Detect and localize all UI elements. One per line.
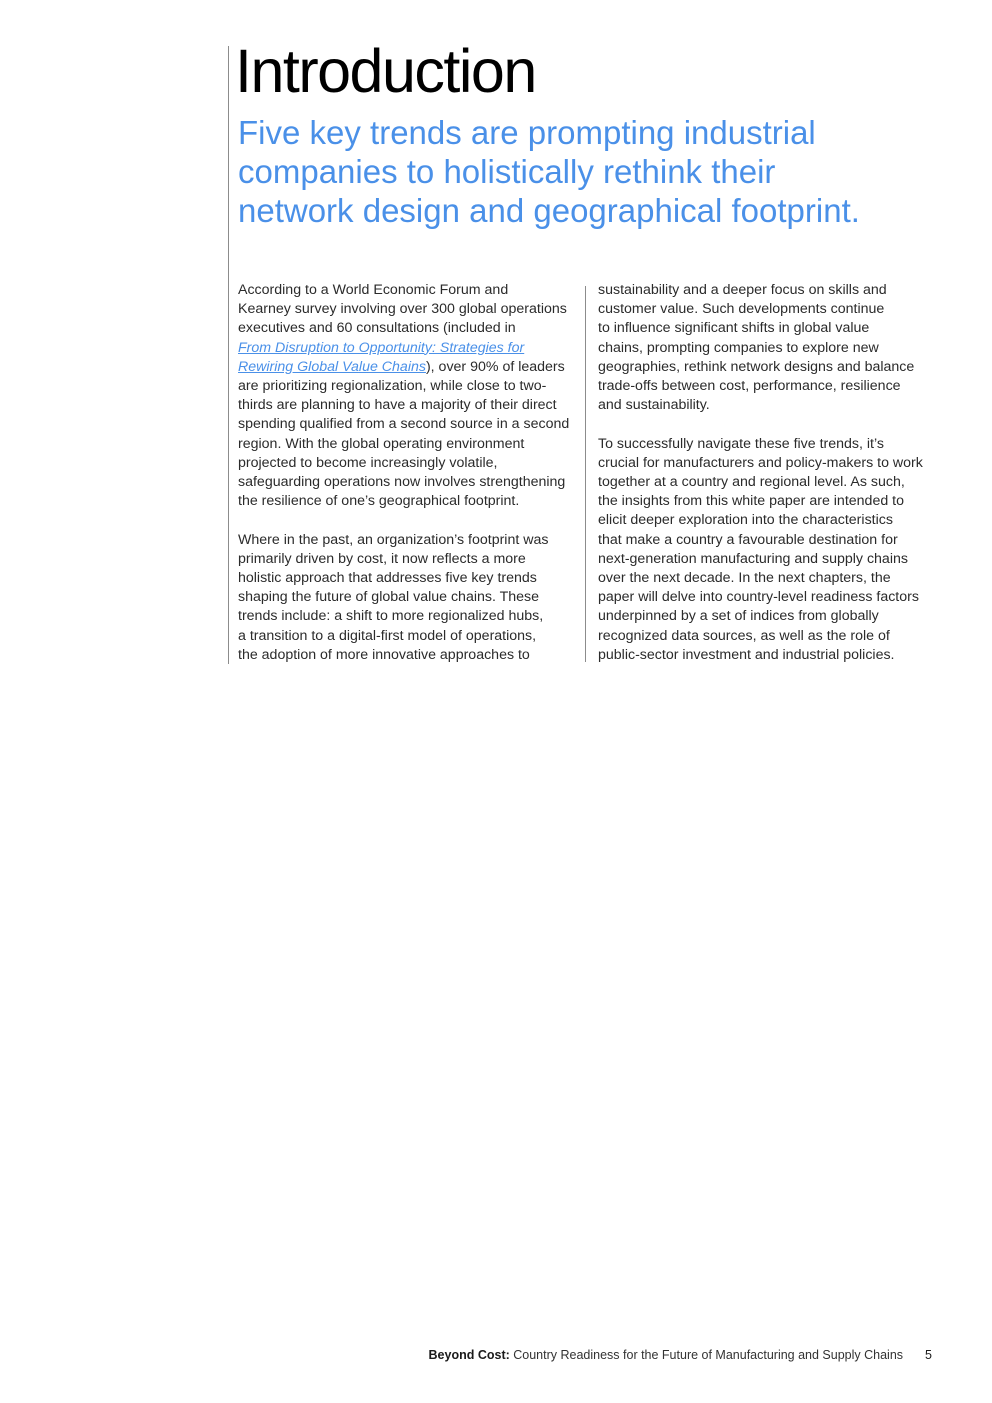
report-link[interactable]: From Disruption to Opportunity: Strategies for [238,339,525,356]
text-line: Kearney survey involving over 300 global operations [238,301,567,318]
text-line: chains, prompting companies to explore new [598,339,879,356]
text-line: primarily driven by cost, it now reflects a more [238,550,526,567]
paragraph [598,281,943,415]
text-line: underpinned by a set of indices from globally [598,608,879,625]
text-line [238,339,583,358]
text-line: safeguarding operations now involves strengthening [238,474,566,491]
text-line: trade-offs between cost, performance, resilience [598,378,901,395]
text-line: shaping the future of global value chains. These [238,589,540,606]
text-line: Where in the past, an organization’s footprint was [238,531,549,548]
text-line: customer value. Such developments continue [598,301,885,318]
text-line: projected to become increasingly volatile, [238,454,498,471]
paragraph [598,435,943,665]
text-line: paper will delve into country-level readiness factors [598,589,919,606]
text-line: public-sector investment and industrial policies. [598,646,895,663]
text-line: thirds are planning to have a majority of their direct [238,397,557,414]
text-line: the resilience of one’s geographical footprint. [238,493,520,510]
report-link[interactable]: Rewiring Global Value Chains [238,358,426,375]
section-vertical-rule [228,46,229,664]
text-line: crucial for manufacturers and policy-makers to work [598,454,923,471]
text-line: together at a country and regional level. As such, [598,474,905,491]
footer-report-title-bold: Beyond Cost: [428,1348,510,1362]
text-line: the insights from this white paper are intended to [598,493,904,510]
text-line: geographies, rethink network designs and balance [598,358,915,375]
text-line: According to a World Economic Forum and [238,282,509,298]
text-line: to influence significant shifts in global value [598,320,870,337]
text-line: next-generation manufacturing and supply chains [598,550,908,567]
text-line: a transition to a digital-first model of operations, [238,627,537,644]
subtitle-line: Five key trends are prompting industrial [238,114,816,151]
text-line: the adoption of more innovative approaches to [238,646,530,663]
text-line: spending qualified from a second source in a second [238,416,570,433]
text-line: are prioritizing regionalization, while close to two- [238,378,547,395]
right-column [598,281,943,665]
text-fragment: ), over 90% of leaders [425,358,565,375]
left-column [238,281,583,665]
text-line: over the next decade. In the next chapters, the [598,570,891,587]
text-line: executives and 60 consultations (included in [238,320,516,337]
text-line: holistic approach that addresses five key trends [238,570,537,587]
paragraph [238,531,583,665]
text-line: and sustainability. [598,397,710,414]
text-line: sustainability and a deeper focus on skills and [598,282,887,298]
text-line: that make a country a favourable destination for [598,531,898,548]
page-footer [429,1347,932,1363]
page-title: Introduction [235,37,536,105]
footer-report-title: Country Readiness for the Future of Manufacturing and Supply Chains [509,1348,904,1362]
subtitle-line: network design and geographical footprint. [238,192,860,229]
text-line: elicit deeper exploration into the characteristics [598,512,893,529]
subtitle-line: companies to holistically rethink their [238,153,776,190]
text-line: region. With the global operating environment [238,435,525,452]
page-subtitle [238,113,918,230]
text-line: recognized data sources, as well as the role of [598,627,890,644]
text-line: To successfully navigate these five trends, it’s [598,435,884,452]
text-line [238,358,583,377]
text-line: trends include: a shift to more regionalized hubs, [238,608,544,625]
paragraph [238,281,583,511]
page-number: 5 [925,1348,932,1362]
column-divider-rule [585,286,586,662]
